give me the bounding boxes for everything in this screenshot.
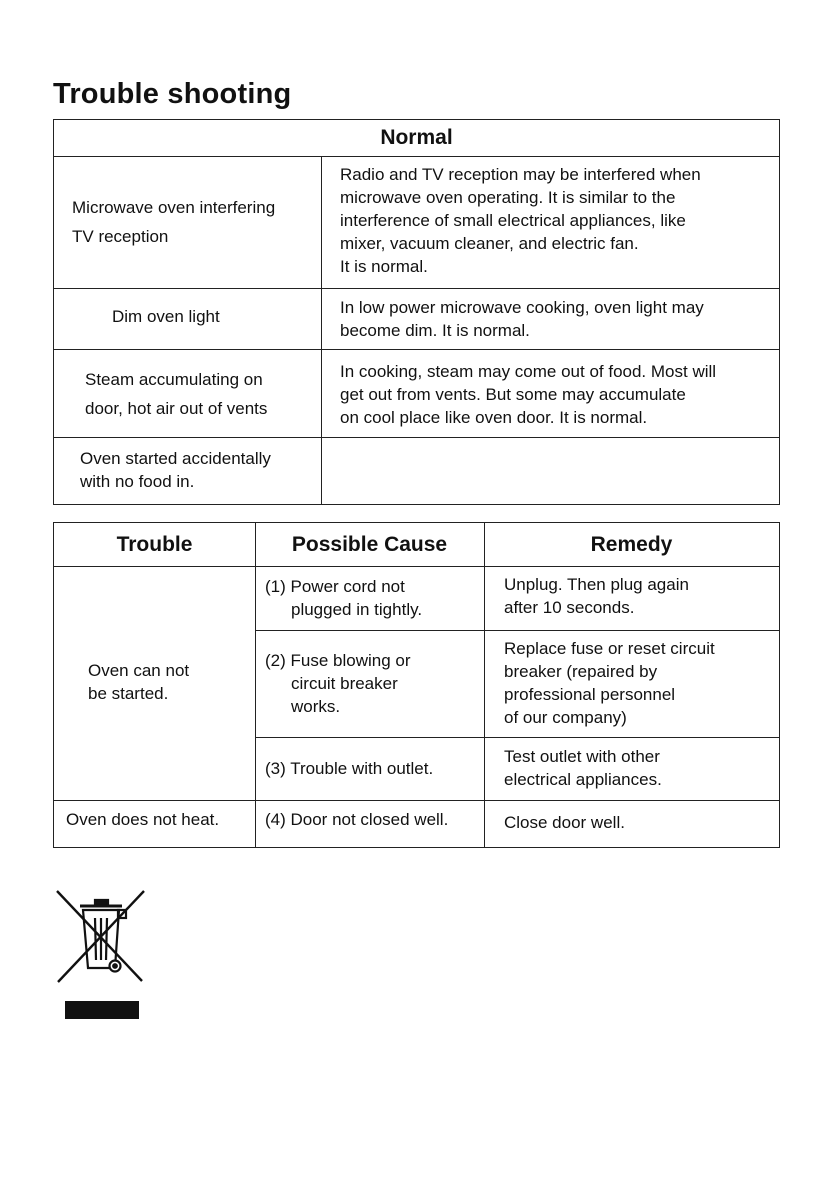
- table-row: [54, 350, 779, 438]
- cause-cell: [265, 757, 433, 780]
- remedy-line: Unplug. Then plug again: [504, 575, 689, 594]
- trouble-line: Oven can not: [88, 661, 190, 680]
- remedy-line: Close door well.: [504, 813, 625, 832]
- cause-line: plugged in tightly.: [291, 600, 423, 619]
- cause-line: (1) Power cord not: [265, 577, 405, 596]
- cause-line: circuit breaker: [291, 674, 398, 693]
- row-divider: [54, 800, 779, 801]
- remedy-line: electrical appliances.: [504, 770, 662, 789]
- explanation-cell: [322, 350, 779, 437]
- explanation-line: In low power microwave cooking, oven light may: [340, 298, 704, 317]
- table-row: [54, 289, 779, 350]
- condition-line: with no food in.: [80, 472, 195, 491]
- remedy-line: of our company): [504, 708, 627, 727]
- cause-line: (3) Trouble with outlet.: [265, 759, 434, 778]
- cause-line: works.: [291, 697, 341, 716]
- column-header-remedy: Remedy: [590, 533, 673, 556]
- cause-line: (2) Fuse blowing or: [265, 651, 411, 670]
- condition-line: door, hot air out of vents: [85, 399, 268, 418]
- cause-cell: [265, 808, 448, 831]
- page-title: Trouble shooting: [53, 78, 292, 110]
- trouble-line: Oven does not heat.: [66, 810, 220, 829]
- weee-black-bar: [65, 1001, 139, 1019]
- trouble-line: be started.: [88, 684, 169, 703]
- explanation-line: get out from vents. But some may accumulate: [340, 385, 686, 404]
- explanation-line: microwave oven operating. It is similar to the: [340, 188, 676, 207]
- explanation-line: Radio and TV reception may be interfered when: [340, 165, 701, 184]
- table-row: [54, 156, 779, 289]
- remedy-cell: [504, 573, 689, 619]
- explanation-line: In cooking, steam may come out of food. Most will: [340, 362, 717, 381]
- remedy-cell: [504, 637, 715, 729]
- trouble-cause-remedy-table: [53, 522, 780, 848]
- remedy-line: after 10 seconds.: [504, 598, 635, 617]
- explanation-cell: [322, 289, 779, 349]
- row-divider: [255, 737, 779, 738]
- normal-table-header: Normal: [54, 120, 779, 157]
- remedy-line: breaker (repaired by: [504, 662, 658, 681]
- explanation-cell: [322, 438, 779, 504]
- remedy-line: Replace fuse or reset circuit: [504, 639, 715, 658]
- condition-cell: [54, 289, 322, 349]
- condition-line: Oven started accidentally: [80, 449, 271, 468]
- trouble-cell: [88, 659, 189, 705]
- condition-line: Steam accumulating on: [85, 370, 263, 389]
- condition-cell: [54, 156, 322, 288]
- explanation-line: It is normal.: [340, 257, 428, 276]
- remedy-cell: [504, 811, 625, 834]
- remedy-cell: [504, 745, 662, 791]
- cause-line: (4) Door not closed well.: [265, 810, 449, 829]
- condition-line: TV reception: [72, 227, 169, 246]
- remedy-line: professional personnel: [504, 685, 676, 704]
- explanation-cell: [322, 156, 779, 288]
- column-header-trouble: Trouble: [116, 533, 193, 556]
- explanation-line: mixer, vacuum cleaner, and electric fan.: [340, 234, 639, 253]
- column-header-cause: Possible Cause: [291, 533, 448, 556]
- condition-line: Dim oven light: [112, 307, 220, 326]
- explanation-line: become dim. It is normal.: [340, 321, 530, 340]
- explanation-line: interference of small electrical appliances, like: [340, 211, 686, 230]
- condition-cell: [54, 350, 322, 437]
- explanation-line: on cool place like oven door. It is normal.: [340, 408, 648, 427]
- row-divider: [255, 630, 779, 631]
- cause-cell: [265, 575, 422, 621]
- remedy-line: Test outlet with other: [504, 747, 660, 766]
- table-row: [54, 438, 779, 504]
- column-divider: [484, 523, 485, 847]
- condition-cell: [54, 438, 322, 504]
- column-divider: [255, 523, 256, 847]
- normal-conditions-table: [53, 119, 780, 505]
- crossed-out-wheelie-bin-icon: [52, 886, 148, 986]
- cause-cell: [265, 649, 411, 718]
- trouble-cell: [66, 808, 219, 831]
- condition-line: Microwave oven interfering: [72, 198, 276, 217]
